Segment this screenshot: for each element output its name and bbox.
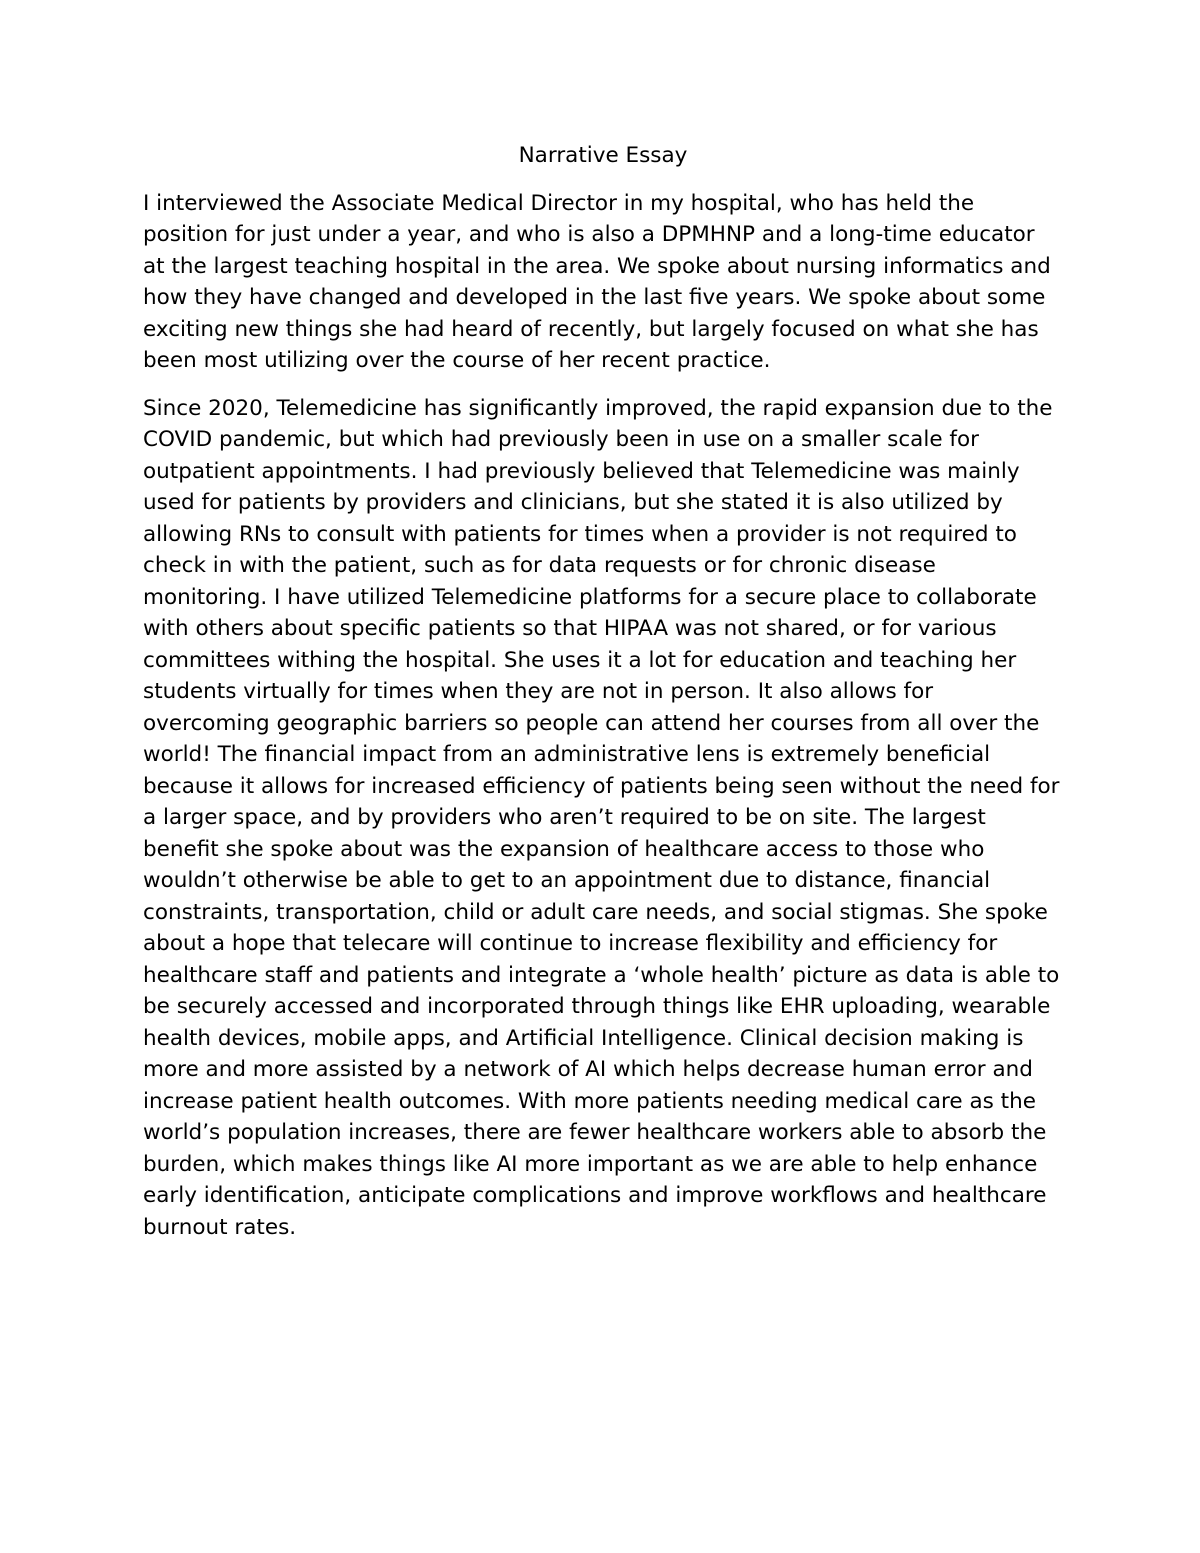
paragraph-interview: I interviewed the Associate Medical Director in my hospital, who has held the position for just under a year, and who is also a DPMHNP and a long-time educator at the largest teaching hospital in the area. We spoke about nursing informatics and how they have changed and developed in the last five years. We spoke about some exciting new things she had heard of recently, but largely focused on what she has been most utilizing over the course of her recent practice. — [143, 190, 1051, 373]
document-body — [143, 140, 1063, 1259]
paragraph-telemedicine: Since 2020, Telemedicine has significantly improved, the rapid expansion due to the COVID pandemic, but which had previously been in use on a smaller scale for outpatient appointments. I had previously believed that Telemedicine was mainly used for patients by providers and clinicians, but she stated it is also utilized by allowing RNs to consult with patients for times when a provider is not required to check in with the patient, such as for data requests or for chronic disease monitoring. I have utilized Telemedicine platforms for a secure place to collaborate with others about specific patients so that HIPAA was not shared, or for various committees withing the hospital. She uses it a lot for education and teaching her students virtually for times when they are not in person. It also allows for overcoming geographic barriers so people can attend her courses from all over the world! The financial impact from an administrative lens is extremely beneficial because it allows for increased efficiency of patients being seen without the need for a larger space, and by providers who aren’t required to be on site. The largest benefit she spoke about was the expansion of healthcare access to those who wouldn’t otherwise be able to get to an appointment due to distance, financial constraints, transportation, child or adult care needs, and social stigmas. She spoke about a hope that telecare will continue to increase flexibility and efficiency for healthcare staff and patients and integrate a ‘whole health’ picture as data is able to be securely accessed and incorporated through things like EHR uploading, wearable health devices, mobile apps, and Artificial Intelligence. Clinical decision making is more and more assisted by a network of AI which helps decrease human error and increase patient health outcomes. With more patients needing medical care as the world’s population increases, there are fewer healthcare workers able to absorb the burden, which makes things like AI more important as we are able to help enhance early identification, anticipate complications and improve workflows and healthcare burnout rates. — [143, 395, 1060, 1240]
document-title: Narrative Essay — [518, 143, 688, 168]
